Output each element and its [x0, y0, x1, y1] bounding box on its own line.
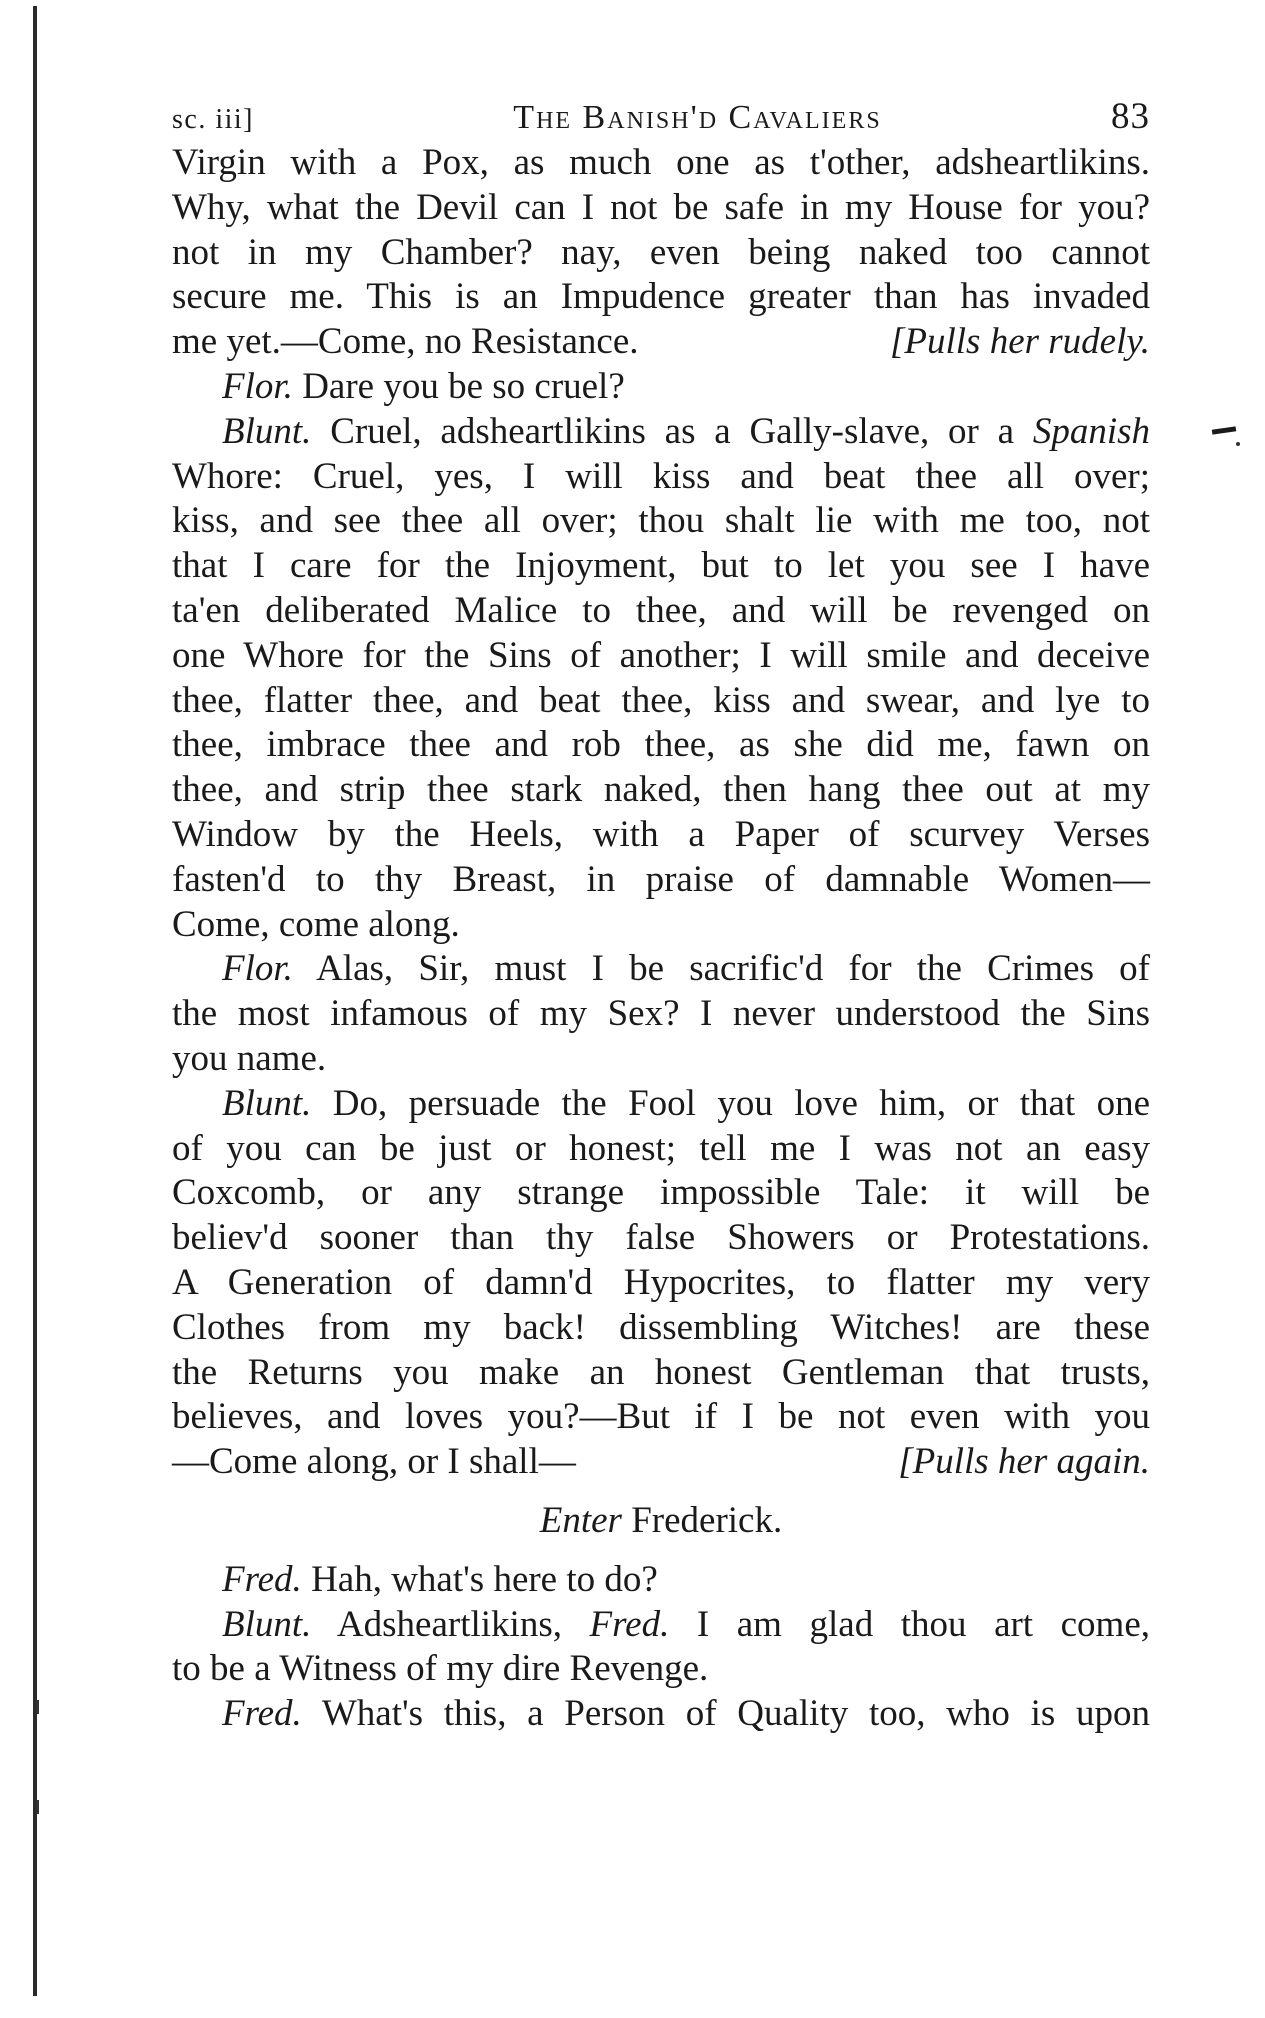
stage-direction-entrance [172, 1499, 1150, 1544]
text-line [172, 589, 1150, 634]
line-text: thee, and strip thee stark naked, then hang thee out at my [172, 769, 1150, 811]
line-text: the Returns you make an honest Gentleman that trusts, [172, 1351, 1150, 1393]
text-line [172, 1127, 1150, 1172]
stage-direction: [Pulls her rudely. [889, 321, 1150, 363]
line-text: secure me. This is an Impudence greater than has invaded [172, 276, 1150, 318]
text-line [172, 723, 1150, 768]
running-header [172, 95, 1150, 141]
text-line [172, 275, 1150, 320]
speech-line [172, 1558, 1150, 1603]
spine-mark [36, 1800, 39, 1814]
running-title: The Banish'd Cavaliers [513, 99, 882, 136]
stage-direction: [Pulls her again. [898, 1441, 1150, 1483]
line-text: Coxcomb, or any strange impossible Tale: it will be [172, 1172, 1150, 1214]
speech-line [172, 365, 1150, 410]
line-text: fasten'd to thy Breast, in praise of damnable Women— [172, 858, 1150, 900]
line-text: Adsheartlikins, [311, 1603, 590, 1645]
speech-line [172, 410, 1150, 455]
line-text: thee, imbrace thee and rob thee, as she did me, fawn on [172, 724, 1150, 766]
text-line [172, 1037, 1150, 1082]
line-text: Why, what the Devil can I not be safe in my House for you? [172, 186, 1150, 228]
text-line [172, 1395, 1150, 1440]
entrance-enter: Enter [539, 1499, 622, 1541]
line-text: Window by the Heels, with a Paper of scurvey Verses [172, 813, 1150, 855]
text-line [172, 1647, 1150, 1692]
line-text: Cruel, adsheartlikins as a Gally-slave, or a [311, 410, 1033, 452]
line-text: —Come along, or I shall— [172, 1441, 576, 1483]
line-text: Alas, Sir, must I be sacrific'd for the Crimes of [292, 948, 1150, 990]
line-text: Hah, what's here to do? [301, 1558, 658, 1600]
line-text: to be a Witness of my dire Revenge. [172, 1648, 709, 1690]
text-block [172, 1558, 1150, 1737]
line-text: thee, flatter thee, and beat thee, kiss and swear, and lye to [172, 679, 1150, 721]
line-text: Whore: Cruel, yes, I will kiss and beat thee all over; [172, 455, 1150, 497]
line-text: of you can be just or honest; tell me I was not an easy [172, 1127, 1150, 1169]
text-line [172, 992, 1150, 1037]
text-line [172, 1351, 1150, 1396]
line-text: A Generation of damn'd Hypocrites, to flatter my very [172, 1261, 1150, 1303]
text-line [172, 903, 1150, 948]
text-line [172, 320, 1150, 365]
book-spine-edge [33, 6, 37, 1996]
text-line [172, 186, 1150, 231]
text-line [172, 634, 1150, 679]
speech-line [172, 1603, 1150, 1648]
line-text: Dare you be so cruel? [292, 365, 625, 407]
text-block [172, 141, 1150, 1485]
line-text: believ'd sooner than thy false Showers or Protestations. [172, 1217, 1150, 1259]
margin-ink-dot [1236, 442, 1240, 446]
line-text: the most infamous of my Sex? I never understood the Sins [172, 993, 1150, 1035]
speaker-name: Flor. [222, 365, 293, 407]
text-line [172, 1216, 1150, 1261]
line-text: you name. [172, 1037, 327, 1079]
speech-line [172, 1692, 1150, 1737]
page-body [172, 95, 1150, 1737]
margin-ink-mark [1212, 426, 1236, 434]
line-text: ta'en deliberated Malice to thee, and will be revenged on [172, 589, 1150, 631]
line-text: What's this, a Person of Quality too, who is upon [301, 1693, 1150, 1735]
speaker-name: Blunt. [222, 1082, 312, 1124]
speaker-name: Flor. [222, 948, 293, 990]
speaker-name: Blunt. [222, 410, 312, 452]
line-text: believes, and loves you?—But if I be not even with you [172, 1396, 1150, 1438]
speech-line [172, 947, 1150, 992]
line-text: me yet.—Come, no Resistance. [172, 321, 639, 363]
entrance-character: Frederick. [621, 1499, 783, 1541]
line-text: not in my Chamber? nay, even being naked too cannot [172, 231, 1150, 273]
text-line [172, 1261, 1150, 1306]
line-text-tail: I am glad thou art come, [669, 1603, 1151, 1645]
speaker-name: Blunt. [222, 1603, 312, 1645]
character-reference: Fred. [589, 1603, 670, 1645]
text-line [172, 1306, 1150, 1351]
text-line [172, 679, 1150, 724]
line-text: kiss, and see thee all over; thou shalt lie with me too, not [172, 500, 1150, 542]
text-line [172, 544, 1150, 589]
text-line [172, 231, 1150, 276]
page-number: 83 [1110, 96, 1150, 137]
speaker-name: Fred. [222, 1558, 302, 1600]
line-text: one Whore for the Sins of another; I will smile and deceive [172, 634, 1150, 676]
line-text: Do, persuade the Fool you love him, or that one [311, 1082, 1150, 1124]
line-text: Come, come along. [172, 903, 460, 945]
text-line [172, 768, 1150, 813]
text-line [172, 455, 1150, 500]
line-text: Virgin with a Pox, as much one as t'other, adsheartlikins. [172, 142, 1150, 183]
speaker-name: Fred. [222, 1693, 302, 1735]
text-line [172, 499, 1150, 544]
text-line [172, 1440, 1150, 1485]
line-text: Clothes from my back! dissembling Witches! are these [172, 1306, 1150, 1348]
section-marker: sc. iii] [172, 104, 254, 135]
line-text: that I care for the Injoyment, but to let you see I have [172, 545, 1150, 587]
italic-word: Spanish [1032, 410, 1150, 452]
speech-line [172, 1082, 1150, 1127]
text-line [172, 1171, 1150, 1216]
text-line [172, 858, 1150, 903]
spine-mark [36, 1700, 39, 1714]
text-line [172, 141, 1150, 186]
text-line [172, 813, 1150, 858]
